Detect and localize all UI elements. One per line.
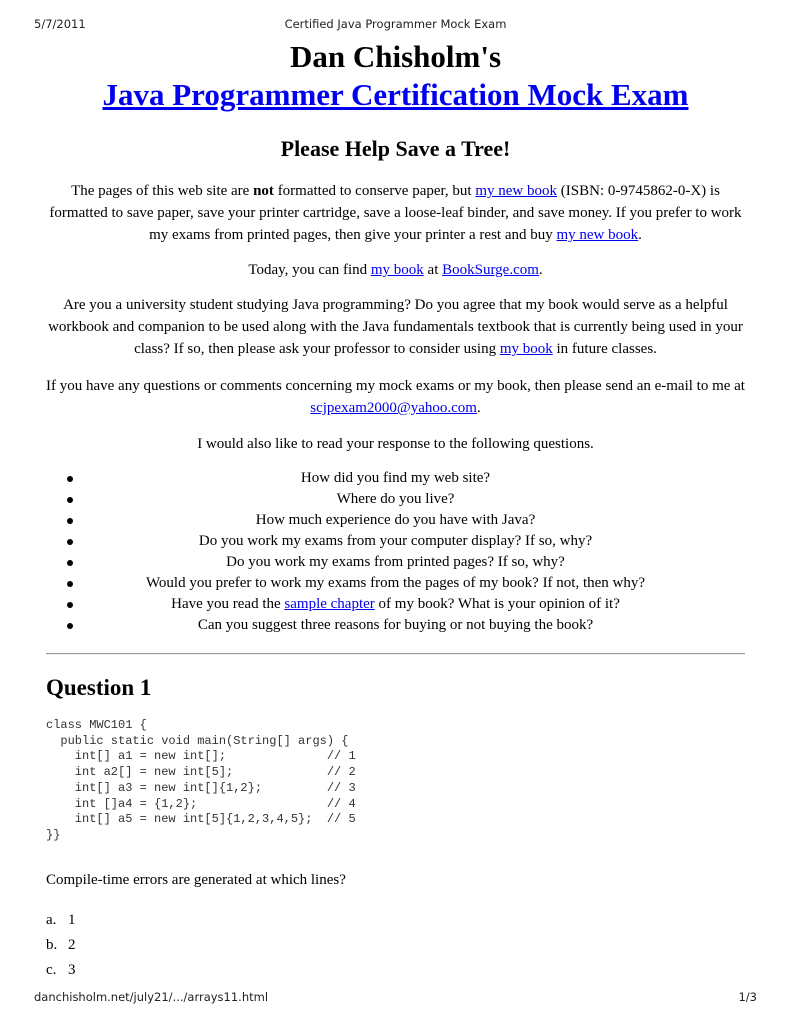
list-item: How did you find my web site? — [46, 468, 745, 489]
question-prompt: Compile-time errors are generated at which lines? — [46, 872, 346, 888]
paragraph-university: Are you a university student studying Java programming? Do you agree that my book would serve as a helpful workbook and companion to be used along with the Java fundamentals textbook that is currently being used in your class? If so, then please ask your professor to consider using my book in future classes. — [48, 297, 743, 357]
code-line: class MWC101 { — [46, 718, 147, 732]
answer-text: 3 — [68, 962, 76, 978]
page-number: 1/3 — [738, 990, 757, 1004]
answer-text: 2 — [68, 937, 76, 953]
my-book-link-2[interactable]: my book — [499, 341, 553, 357]
code-line: int[] a1 = new int[]; // 1 — [46, 749, 356, 764]
page-title: Dan Chisholm's — [289, 39, 502, 74]
answer-list — [46, 910, 76, 985]
list-item: Do you work my exams from printed pages? If so, why? — [46, 552, 745, 573]
section-heading: Please Help Save a Tree! — [280, 136, 511, 161]
answer-marker: c. — [46, 962, 57, 978]
bullet-icon — [67, 476, 73, 482]
list-item: Would you prefer to work my exams from the pages of my book? If not, then why? — [46, 573, 745, 594]
bullet-icon — [67, 602, 73, 608]
bullet-icon — [67, 623, 73, 629]
bullet-icon — [67, 581, 73, 587]
answer-marker: a. — [46, 912, 57, 928]
print-header — [34, 17, 757, 35]
code-line: int[] a5 = new int[5]{1,2,3,4,5}; // 5 — [46, 812, 356, 827]
my-new-book-link-2[interactable]: my new book — [556, 227, 639, 243]
bullet-icon — [67, 518, 73, 524]
survey-question-list — [46, 468, 745, 636]
code-line: }} — [46, 827, 61, 842]
paragraph-booksurge: Today, you can find my book at BookSurge.com. — [248, 262, 543, 278]
paragraph-contact: If you have any questions or comments concerning my mock exams or my book, then please send an e-mail to me at scjpexam2000@yahoo.com. — [46, 378, 745, 416]
list-item: Where do you live? — [46, 489, 745, 510]
list-item: Can you suggest three reasons for buying or not buying the book? — [46, 615, 745, 636]
answer-option — [46, 910, 76, 935]
page-subtitle — [0, 76, 791, 114]
my-new-book-link[interactable]: my new book — [475, 183, 558, 199]
exam-title-link[interactable]: Java Programmer Certification Mock Exam — [102, 77, 689, 112]
answer-option — [46, 960, 76, 985]
divider — [46, 653, 745, 655]
bullet-icon — [67, 539, 73, 545]
email-link[interactable]: scjpexam2000@yahoo.com — [310, 400, 477, 416]
bullet-icon — [67, 497, 73, 503]
print-url: danchisholm.net/july21/.../arrays11.html — [34, 990, 269, 1004]
paragraph-save-tree: The pages of this web site are not formatted to conserve paper, but my new book (ISBN: 0-9745862-0-X) is formatted to save paper, save your printer cartridge, save a loose-leaf binder, and save money. If you prefer to work my exams from printed pages, then give your printer a rest and buy my new book. — [49, 183, 742, 243]
code-line: int a2[] = new int[5]; // 2 — [46, 765, 356, 780]
code-line: public static void main(String[] args) { — [46, 733, 349, 748]
print-footer — [34, 990, 757, 1008]
list-item: Do you work my exams from your computer display? If so, why? — [46, 531, 745, 552]
answer-marker: b. — [46, 937, 58, 953]
code-line: int []a4 = {1,2}; // 4 — [46, 796, 356, 811]
sample-chapter-link[interactable]: sample chapter — [284, 596, 375, 612]
print-date: 5/7/2011 — [34, 17, 86, 31]
code-block — [46, 718, 356, 844]
answer-text: 1 — [68, 912, 76, 928]
code-line: int[] a3 = new int[]{1,2}; // 3 — [46, 780, 356, 795]
question-heading: Question 1 — [46, 675, 152, 700]
paragraph-questions-intro: I would also like to read your response to the following questions. — [197, 436, 594, 452]
list-item: How much experience do you have with Java? — [46, 510, 745, 531]
booksurge-link[interactable]: BookSurge.com — [442, 262, 539, 278]
list-item: Have you read the sample chapter of my book? What is your opinion of it? — [46, 594, 745, 615]
print-title: Certified Java Programmer Mock Exam — [284, 17, 507, 31]
my-book-link[interactable]: my book — [370, 262, 424, 278]
bullet-icon — [67, 560, 73, 566]
answer-option — [46, 935, 76, 960]
